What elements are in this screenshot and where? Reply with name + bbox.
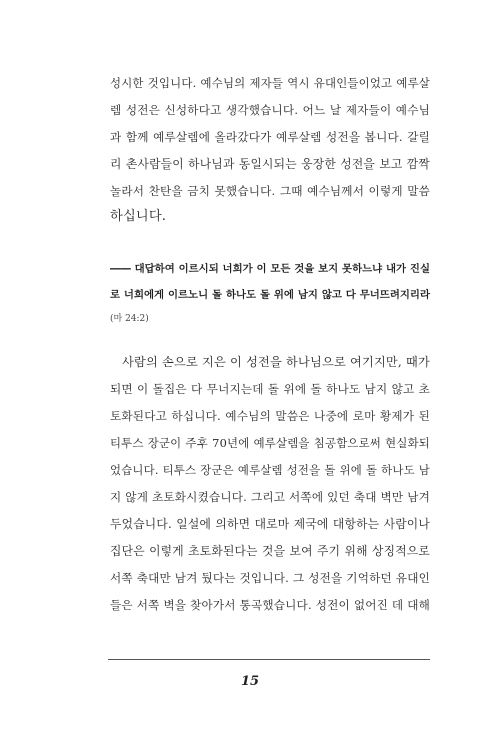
paragraph-1-line: 렘 성전은 신성하다고 생각했습니다. 어느 날 제자들이 예수님 (110, 103, 430, 117)
paragraph-2-line: 지 않게 초토화시켰습니다. 그리고 서쪽에 있던 축대 벽만 남겨 (110, 490, 430, 504)
page-number: 15 (240, 674, 260, 689)
footer-divider (108, 659, 430, 660)
paragraph-2-line: 티투스 장군이 주후 70년에 예루살렘을 침공함으로써 현실화되 (110, 436, 430, 450)
paragraph-2-line: 토화된다고 하십니다. 예수님의 말씀은 나중에 로마 황제가 된 (110, 409, 430, 423)
paragraph-2-line: 집단은 이렇게 초토화된다는 것을 보여 주기 위해 상징적으로 (110, 544, 430, 558)
paragraph-2-line: 들은 서쪽 벽을 찾아가서 통곡했습니다. 성전이 없어진 데 대해 (110, 598, 430, 612)
paragraph-1-line: 성시한 것입니다. 예수님의 제자들 역시 유대인들이었고 예루살 (110, 76, 430, 90)
quote-line: ―― 대답하여 이르시되 너희가 이 모든 것을 보지 못하느냐 내가 진실 (110, 263, 430, 275)
paragraph-1-line: 과 함께 예루살렘에 올라갔다가 예루살렘 성전을 봅니다. 갈릴 (110, 130, 430, 144)
paragraph-2-line: 사람의 손으로 지은 이 성전을 하나님으로 여기지만, 때가 (122, 355, 430, 369)
paragraph-1-line: 리 촌사람들이 하나님과 동일시되는 웅장한 성전을 보고 깜짝 (110, 157, 430, 171)
paragraph-2-line: 되면 이 돌집은 다 무너지는데 돌 위에 돌 하나도 남지 않고 초 (110, 382, 430, 396)
scripture-reference: (마 24:2) (110, 314, 149, 324)
paragraph-1-line: 하십니다. (110, 209, 167, 224)
paragraph-2-line: 서쪽 축대만 남겨 뒀다는 것입니다. 그 성전을 기억하던 유대인 (110, 571, 430, 585)
quote-line: 로 너희에게 이르노니 돌 하나도 돌 위에 남지 않고 다 무너뜨려지리라 (110, 289, 430, 301)
paragraph-1-line: 놀라서 찬탄을 금치 못했습니다. 그때 예수님께서 이렇게 말씀 (110, 184, 430, 198)
paragraph-2-line: 두었습니다. 일설에 의하면 대로마 제국에 대항하는 사람이나 (110, 517, 430, 531)
paragraph-2-line: 었습니다. 티투스 장군은 예루살렘 성전을 돌 위에 돌 하나도 남 (110, 463, 430, 477)
